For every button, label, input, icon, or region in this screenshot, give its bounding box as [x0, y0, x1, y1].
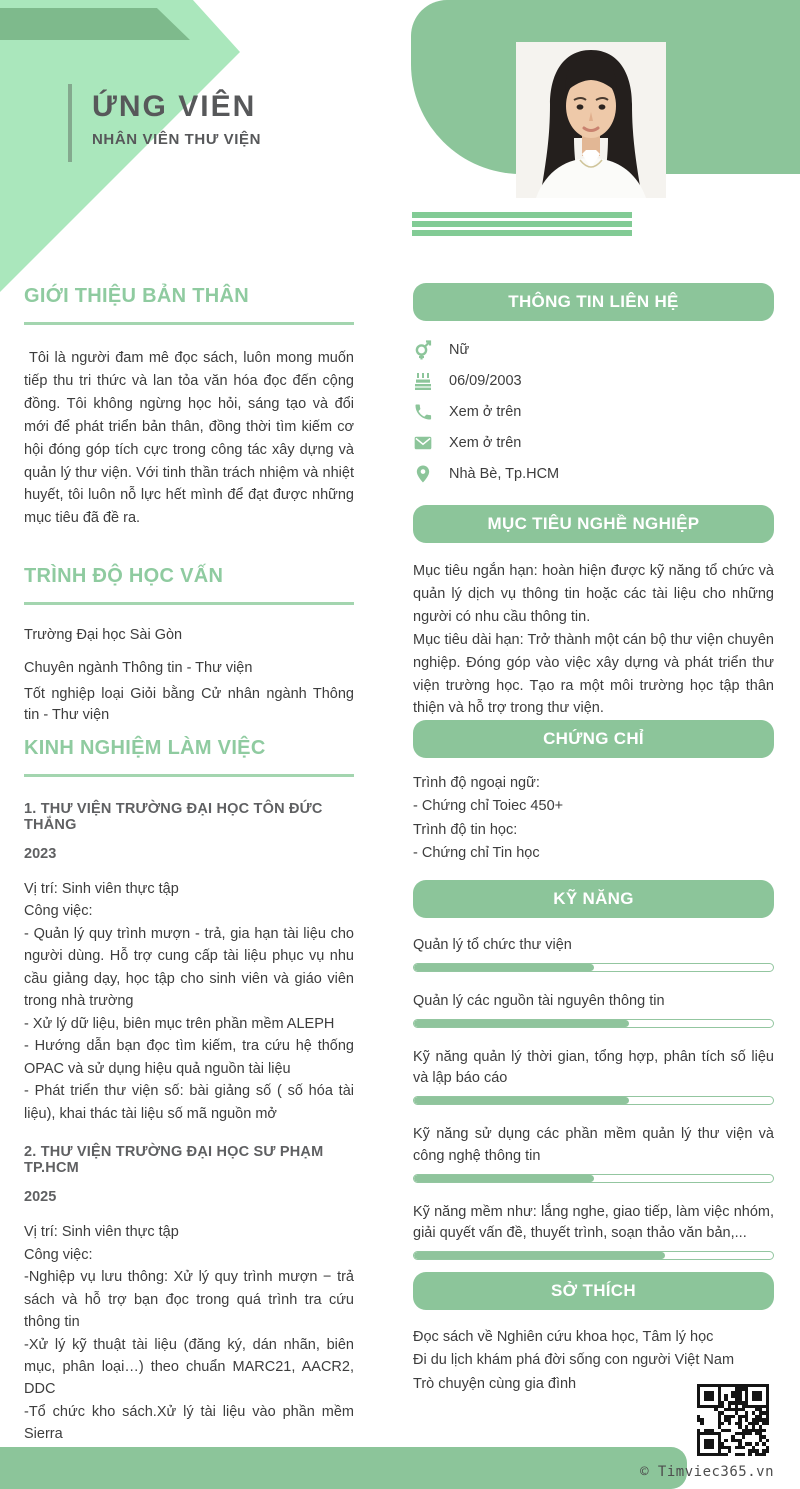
section-divider [24, 602, 354, 605]
certificate-line: - Chứng chỉ Tin học [413, 845, 540, 862]
job-title: 1. THƯ VIỆN TRƯỜNG ĐẠI HỌC TÔN ĐỨC THẮNG [24, 801, 323, 833]
job-detail: - Hướng dẫn bạn đọc tìm kiếm, tra cứu hệ thống OPAC và sử dụng hiệu quả nguồn tài liệu [24, 1038, 354, 1077]
section-certificates [413, 720, 774, 866]
education-heading: TRÌNH ĐỘ HỌC VẤN [24, 565, 224, 587]
section-divider [24, 774, 354, 777]
section-divider [24, 322, 354, 325]
skill-item [413, 935, 774, 972]
skill-bar [413, 1096, 774, 1105]
certificate-line: Trình độ ngoại ngữ: [413, 775, 540, 791]
portrait-illustration [516, 42, 666, 198]
birthday-icon [413, 370, 433, 392]
profile-photo [516, 42, 666, 198]
contact-birthday: 06/09/2003 [449, 373, 522, 389]
job-tasks-label: Công việc: [24, 903, 93, 920]
section-education [24, 565, 354, 727]
job-detail: -Tổ chức kho sách.Xử lý tài liệu vào phần mềm Sierra [24, 1403, 354, 1443]
section-objective [413, 505, 774, 720]
contact-gender: Nữ [449, 342, 470, 358]
objective-heading: MỤC TIÊU NGHỀ NGHIỆP [413, 505, 774, 543]
skill-item [413, 1202, 774, 1261]
job-position: Vị trí: Sinh viên thực tập [24, 881, 179, 897]
skills-heading: KỸ NĂNG [413, 880, 774, 918]
skill-item [413, 991, 774, 1028]
job-title: 2. THƯ VIỆN TRƯỜNG ĐẠI HỌC SƯ PHẠM TP.HCM [24, 1144, 324, 1177]
skill-bar [413, 1174, 774, 1183]
section-hobbies [413, 1272, 774, 1396]
education-major: Chuyên ngành Thông tin - Thư viện [24, 659, 253, 676]
qr-code [697, 1384, 769, 1456]
footer-credit: © Timviec365.vn [640, 1464, 774, 1480]
skill-label: Quản lý tổ chức thư viện [413, 937, 572, 953]
candidate-name: ỨNG VIÊN [92, 90, 257, 123]
decorative-stripes [412, 212, 632, 239]
job-detail: - Quản lý quy trình mượn - trả, gia hạn tài liệu cho người dùng. Hỗ trợ cung cấp tài liệu phục vụ nhu cầu giảng dạy, học tập cho sinh viên và giáo viên trong nhà trường [24, 925, 354, 1010]
skill-label: Kỹ năng sử dụng các phần mềm quản lý thư viện và công nghệ thông tin [413, 1126, 774, 1164]
gender-icon [413, 339, 433, 361]
experience-job [24, 1144, 354, 1489]
name-vertical-rule [68, 84, 72, 162]
job-detail: -Nghiệp vụ lưu thông: Xử lý quy trình mượn − trả sách và hỗ trợ bạn đọc trong quá trình tra cứu thông tin [24, 1269, 354, 1331]
contact-email: Xem ở trên [449, 435, 522, 451]
hobby-line: Đi du lịch khám phá đời sống con người Việt Nam [413, 1352, 735, 1369]
name-block [92, 90, 261, 148]
job-year: 2023 [24, 846, 57, 862]
section-experience [24, 737, 354, 1489]
job-year: 2025 [24, 1189, 57, 1206]
certificates-heading: CHỨNG CHỈ [413, 720, 774, 758]
contact-item [413, 401, 774, 423]
section-contact [413, 283, 774, 494]
education-school: Trường Đại học Sài Gòn [24, 627, 183, 643]
section-about [24, 285, 354, 530]
candidate-position: NHÂN VIÊN THƯ VIỆN [92, 131, 262, 148]
skill-bar [413, 1019, 774, 1028]
hobby-line: Đọc sách về Nghiên cứu khoa học, Tâm lý học [413, 1329, 714, 1345]
hobbies-heading: SỞ THÍCH [413, 1272, 774, 1310]
dark-green-band [0, 8, 190, 40]
skill-item [413, 1047, 774, 1106]
skill-label: Quản lý các nguồn tài nguyên thông tin [413, 992, 665, 1009]
about-paragraph: Tôi là người đam mê đọc sách, luôn mong muốn tiếp thu tri thức và lan tỏa văn hóa đọc đến cộng đồng. Tôi không ngừng học hỏi, sáng tạo và đổi mới để phát triển bản thân, đồng thời tìm kiếm cơ hội đóng góp tích cực trong công tác xây dựng và quản lý thư viện. Với tinh thần trách nhiệm và nhiệt huyết, tôi luôn nỗ lực hết mình để đạt được những mục tiêu đã đề ra. [24, 350, 354, 527]
email-icon [413, 432, 433, 454]
section-skills [413, 880, 774, 1279]
contact-item [413, 463, 774, 485]
location-icon [413, 463, 433, 485]
skill-bar [413, 1251, 774, 1260]
job-detail: - Xử lý dữ liệu, biên mục trên phần mềm ALEPH [24, 1015, 335, 1032]
objective-long-term: Mục tiêu dài hạn: Trở thành một cán bộ thư viện chuyên nghiệp. Đóng góp vào việc xây dựng và phát triển thư viện trường học. Tạo ra một môi trường học tập thân thiện và hỗ trợ trong thư viện. [413, 631, 774, 717]
footer-bar [0, 1447, 687, 1489]
objective-short-term: Mục tiêu ngắn hạn: hoàn hiện được kỹ năng tổ chức và quản lý dịch vụ thông tin hoặc các tài liệu cho những người có nhu cầu thông tin. [413, 563, 774, 625]
skill-item [413, 1124, 774, 1183]
contact-item [413, 370, 774, 392]
job-detail: -Xử lý kỹ thuật tài liệu (đăng ký, dán nhãn, biên mục, phân loại…) theo chuẩn MARC21, AACR2, DDC [24, 1336, 354, 1398]
job-detail: - Phát triển thư viện số: bài giảng số ( số hóa tài liệu), khai thác tài liệu số mã nguồn mở [24, 1083, 354, 1122]
contact-item [413, 339, 774, 361]
contact-heading: THÔNG TIN LIÊN HỆ [413, 283, 774, 321]
contact-address: Nhà Bè, Tp.HCM [449, 466, 560, 482]
contact-list [413, 339, 774, 485]
phone-icon [413, 401, 433, 423]
job-tasks-label: Công việc: [24, 1246, 93, 1263]
certificate-line: Trình độ tin học: [413, 821, 518, 838]
hobby-line: Trò chuyện cùng gia đình [413, 1375, 577, 1392]
contact-item [413, 432, 774, 454]
skill-label: Kỹ năng mềm như: lắng nghe, giao tiếp, làm việc nhóm, giải quyết vấn đề, thuyết trình, soạn thảo văn bản,... [413, 1203, 774, 1242]
experience-job [24, 801, 354, 1125]
job-position: Vị trí: Sinh viên thực tập [24, 1224, 179, 1241]
skill-bar [413, 963, 774, 972]
skill-label: Kỹ năng quản lý thời gian, tổng hợp, phân tích số liệu và lập báo cáo [413, 1048, 774, 1087]
contact-phone: Xem ở trên [449, 404, 522, 420]
education-degree: Tốt nghiệp loại Giỏi bằng Cử nhân ngành Thông tin - Thư viện [24, 685, 354, 724]
certificate-line: - Chứng chỉ Toiec 450+ [413, 798, 564, 815]
about-heading: GIỚI THIỆU BẢN THÂN [24, 285, 249, 307]
experience-heading: KINH NGHIỆM LÀM VIỆC [24, 737, 266, 759]
